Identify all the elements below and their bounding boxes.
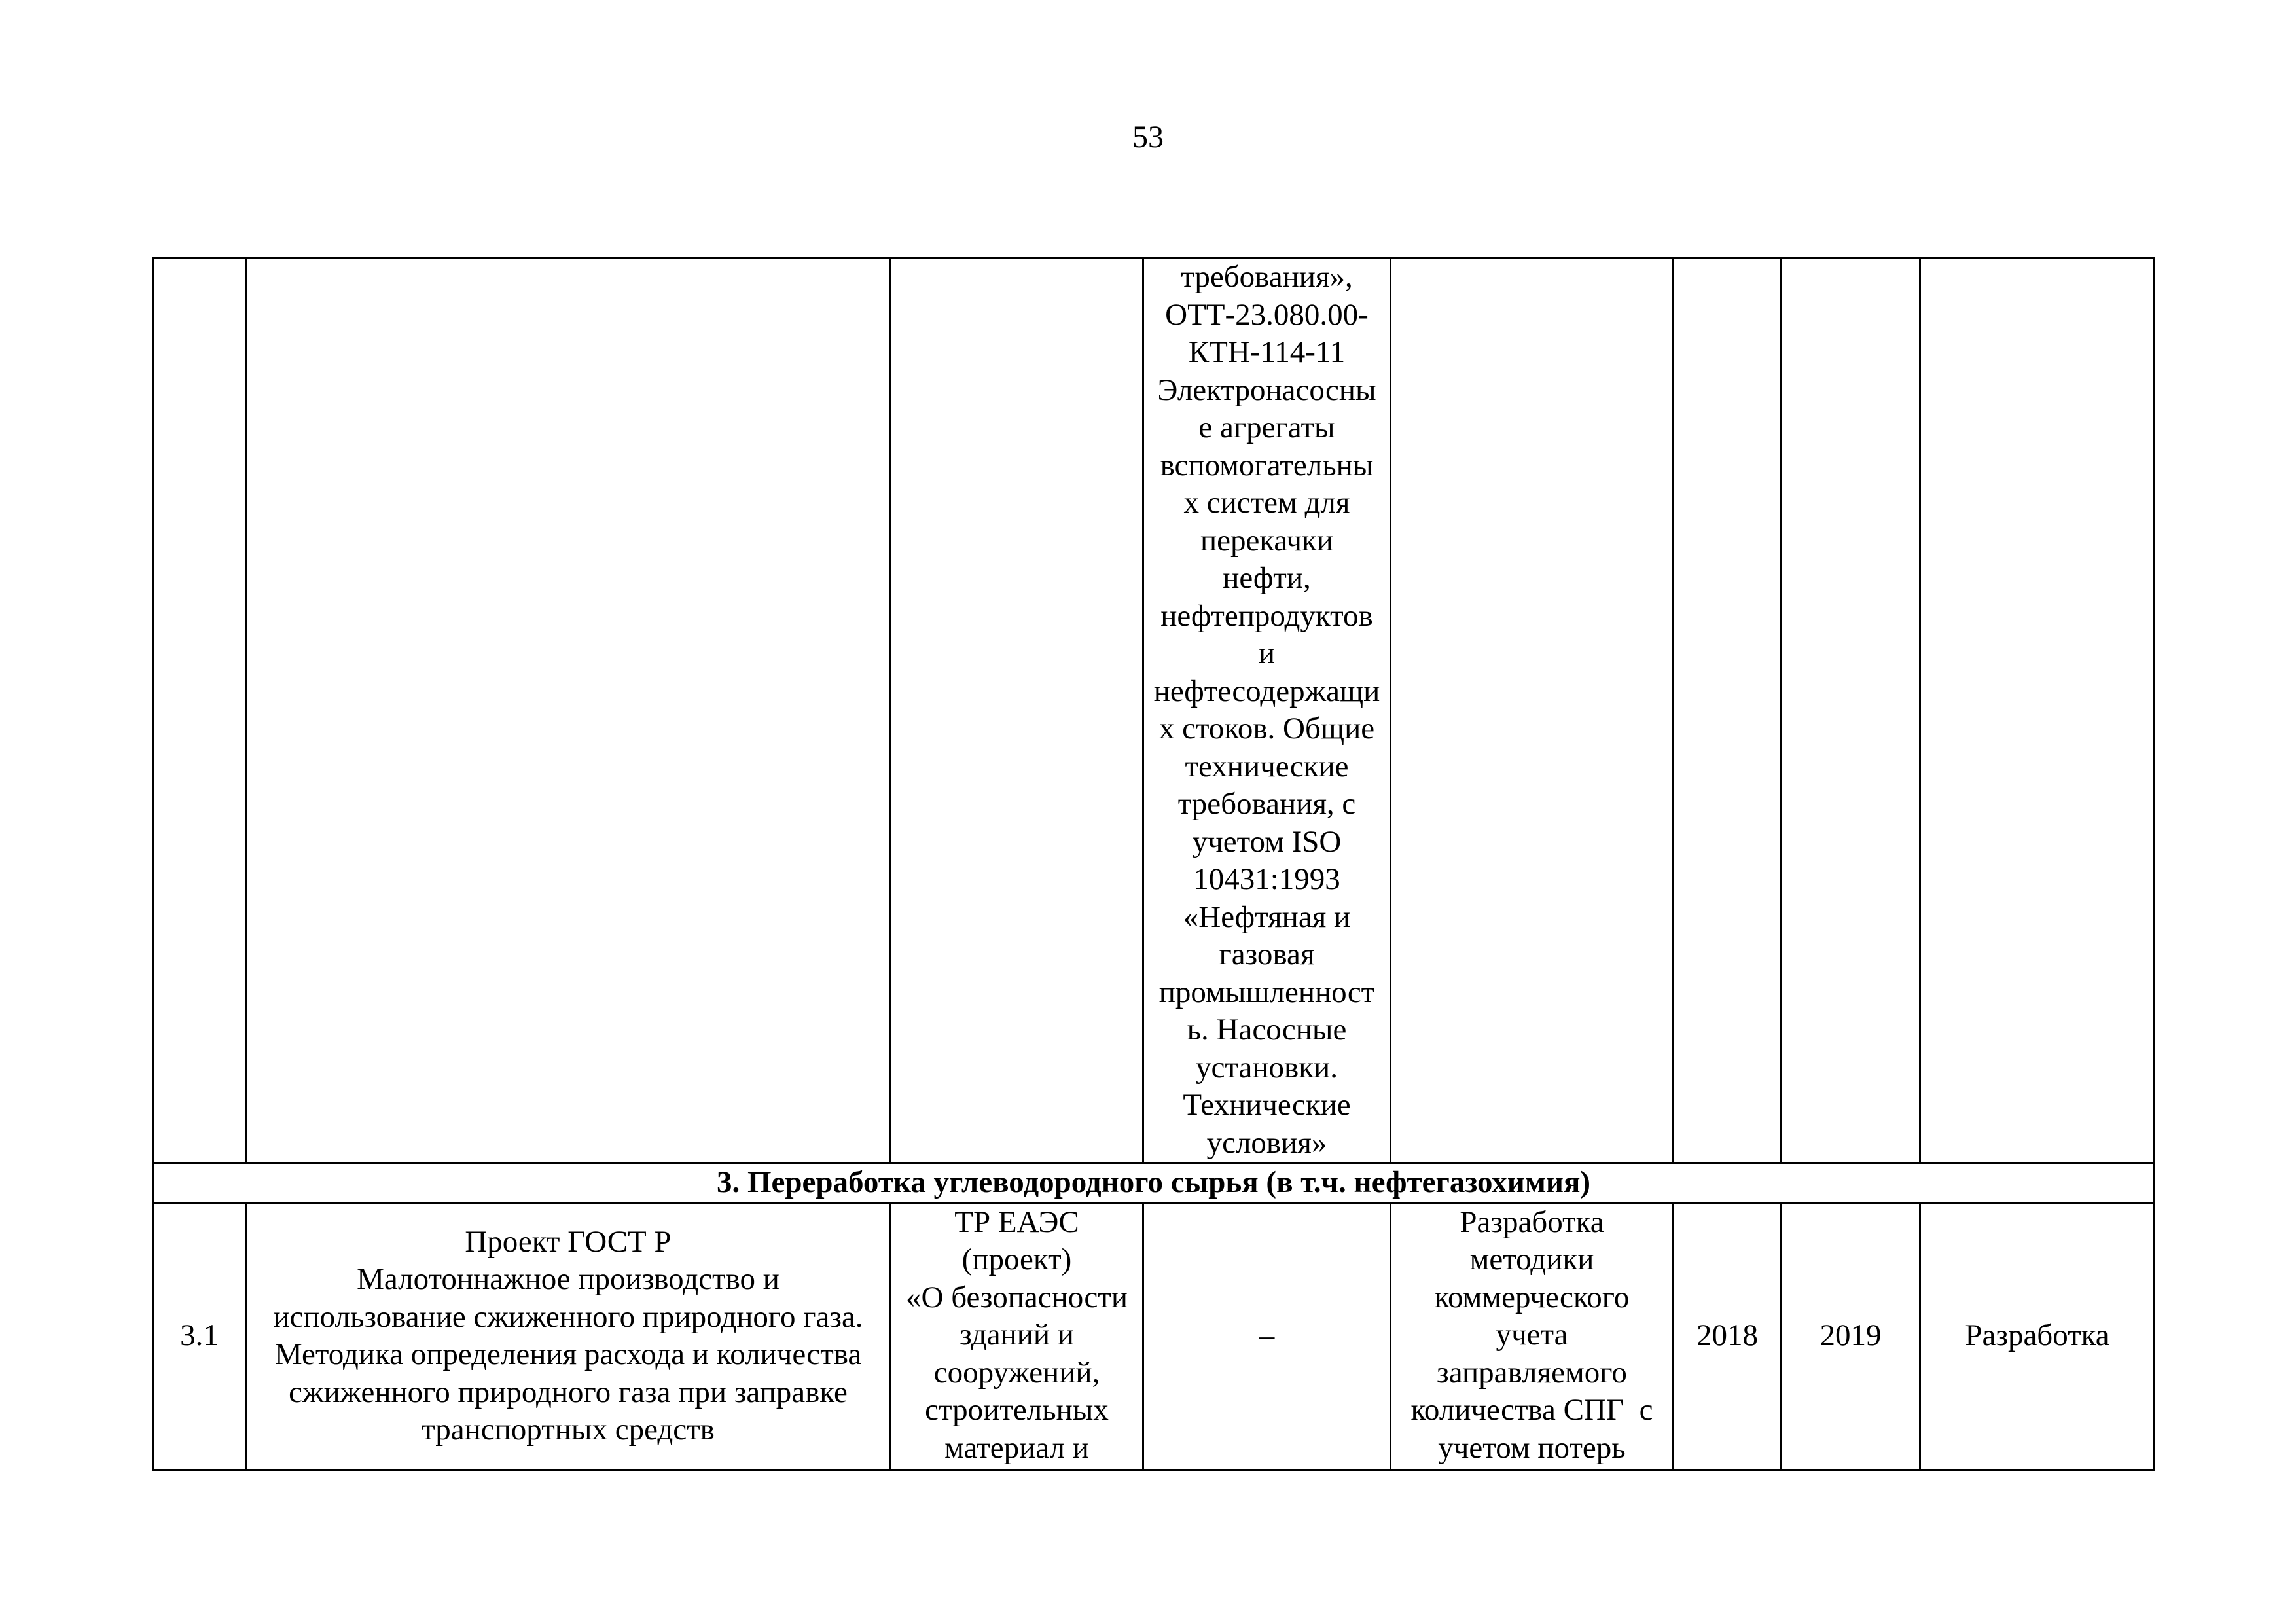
line: нефтесодержащи — [1153, 674, 1380, 708]
status: Разработка — [1920, 1202, 2155, 1470]
line: строительных — [925, 1393, 1109, 1427]
line: 10431:1993 — [1193, 862, 1340, 896]
line: использование сжиженного природного газа. — [273, 1299, 863, 1334]
line: методики — [1469, 1242, 1594, 1276]
row-number: 3.1 — [153, 1202, 246, 1470]
cell-title — [246, 258, 891, 1163]
section-header-row — [153, 1163, 2155, 1203]
line: промышленност — [1158, 975, 1375, 1009]
line: сооружений, — [933, 1355, 1100, 1390]
line: ТР ЕАЭС — [954, 1204, 1079, 1239]
line: коммерческого — [1434, 1280, 1630, 1314]
line: Разработка — [1460, 1204, 1604, 1239]
cell-end-year — [1782, 258, 1920, 1163]
standard-title — [246, 1202, 891, 1470]
end-year: 2019 — [1782, 1202, 1920, 1470]
line: количества СПГ с — [1410, 1393, 1653, 1427]
table-row-3-1 — [153, 1202, 2155, 1470]
line: Электронасосны — [1157, 372, 1376, 407]
purpose — [1391, 1202, 1674, 1470]
line: х стоков. Общие — [1158, 712, 1375, 746]
line: установки. — [1196, 1050, 1338, 1085]
cell-analogue-standard — [1143, 258, 1391, 1163]
line: условия» — [1206, 1125, 1327, 1160]
analogue-standard: – — [1143, 1202, 1391, 1470]
cell-number — [153, 258, 246, 1163]
cell-regulation — [891, 258, 1143, 1163]
line: ОТТ-23.080.00- — [1165, 297, 1369, 332]
section-header: 3. Переработка углеводородного сырья (в т.ч. нефтегазохимия) — [153, 1163, 2155, 1203]
line: вспомогательны — [1160, 448, 1374, 482]
table-row-continuation — [153, 258, 2155, 1163]
line: е агрегаты — [1198, 410, 1335, 444]
line: Технические — [1183, 1088, 1351, 1122]
line: Малотоннажное производство и — [357, 1262, 780, 1296]
line: перекачки — [1200, 523, 1334, 558]
line: газовая — [1219, 937, 1315, 971]
line: и — [1258, 636, 1276, 670]
line: учетом потерь — [1438, 1430, 1626, 1465]
line: учетом ISO — [1192, 824, 1342, 859]
cell-start-year — [1674, 258, 1782, 1163]
line: КТН-114-11 — [1188, 335, 1346, 369]
line: сжиженного природного газа при заправке — [289, 1375, 848, 1409]
line: зданий и — [960, 1318, 1074, 1352]
line: нефтепродуктов — [1160, 598, 1373, 633]
line: (проект) — [961, 1242, 1072, 1276]
line: Методика определения расхода и количества — [274, 1337, 862, 1371]
line: учета — [1496, 1318, 1568, 1352]
line: технические — [1185, 749, 1349, 784]
line: заправляемого — [1437, 1355, 1627, 1390]
line: «О безопасности — [906, 1280, 1128, 1314]
start-year: 2018 — [1674, 1202, 1782, 1470]
line: нефти, — [1223, 561, 1311, 595]
line: «Нефтяная и — [1183, 899, 1351, 934]
line: х систем для — [1183, 486, 1350, 520]
line: ь. Насосные — [1187, 1013, 1347, 1047]
line: требования», — [1181, 260, 1353, 294]
line: материал и — [944, 1430, 1089, 1465]
cell-purpose — [1391, 258, 1674, 1163]
regulation — [891, 1202, 1143, 1470]
cell-status — [1920, 258, 2155, 1163]
standards-table — [152, 257, 2155, 1471]
line: транспортных средств — [422, 1413, 715, 1447]
line: Проект ГОСТ Р — [465, 1224, 672, 1259]
line: требования, с — [1177, 787, 1356, 821]
page-number: 53 — [1132, 120, 1164, 154]
